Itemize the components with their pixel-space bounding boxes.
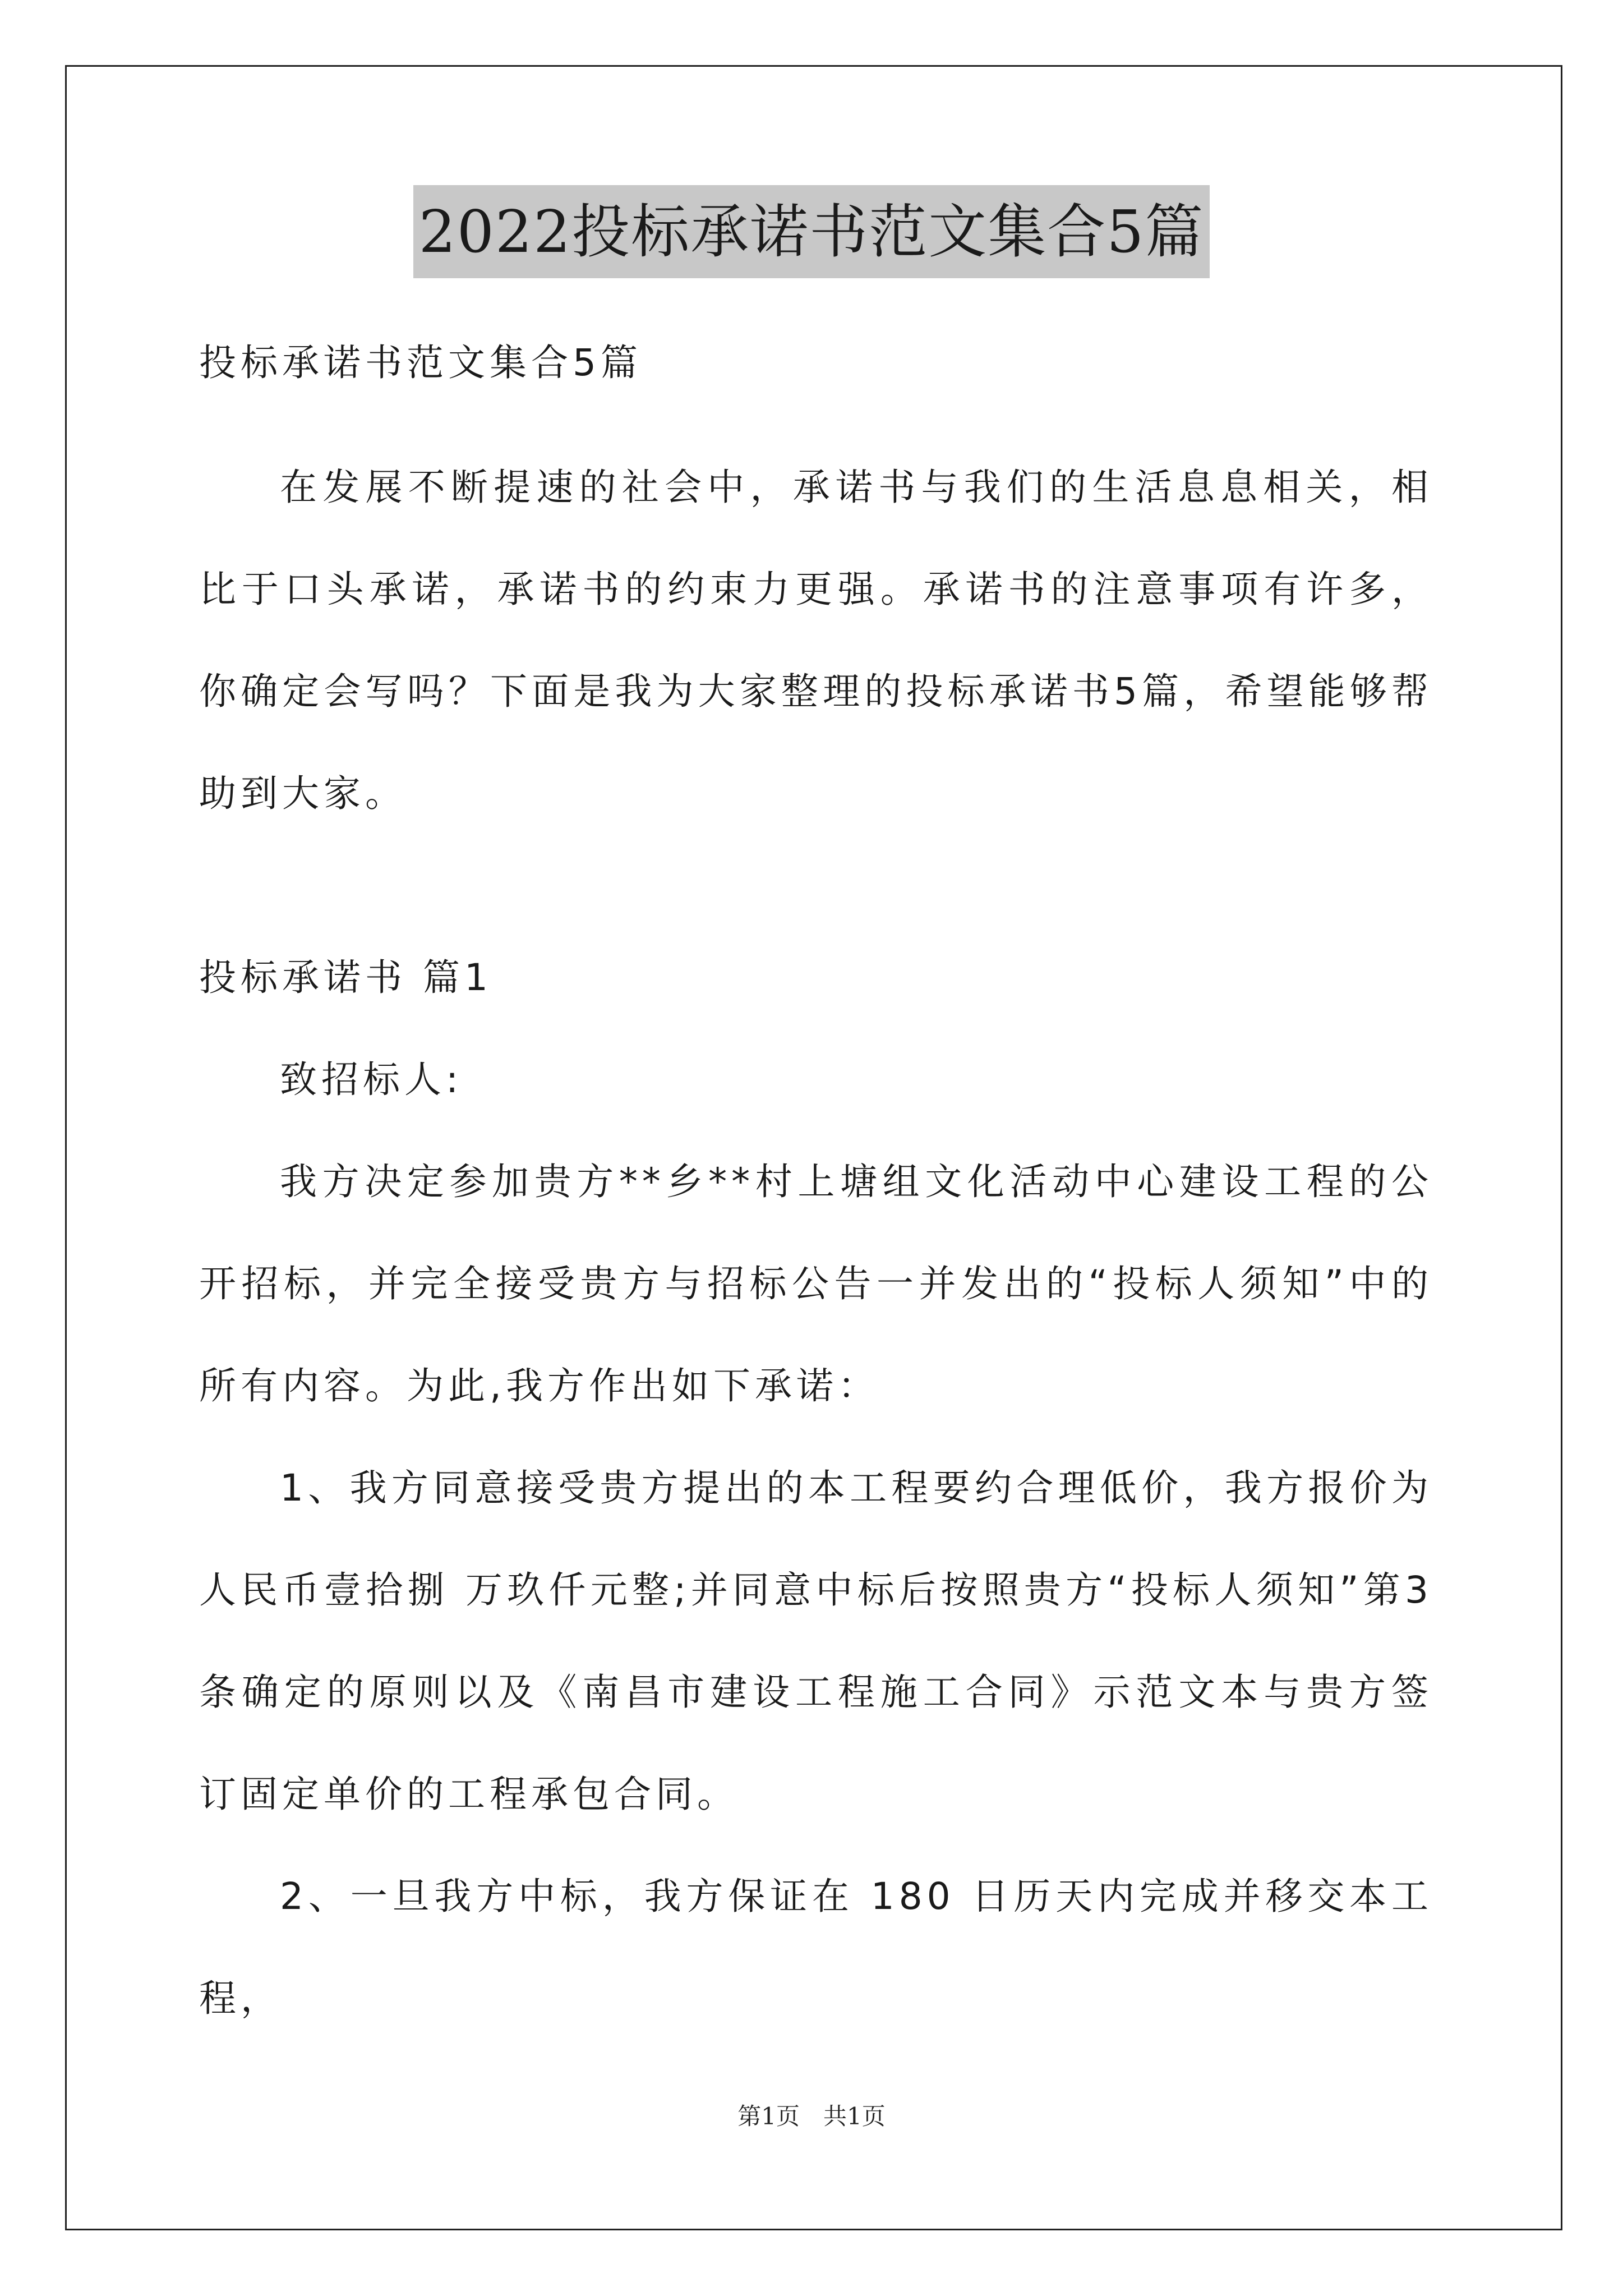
document-subtitle: 投标承诺书范文集合5篇 (199, 341, 642, 384)
section-heading: 投标承诺书 篇1 (199, 956, 492, 999)
salutation: 致招标人: (280, 1058, 463, 1101)
intro-paragraph: 在发展不断提速的社会中，承诺书与我们的生活息息相关，相比于口头承诺，承诺书的约束力更强。承诺书的注意事项有许多，你确定会写吗？下面是我为大家整理的投标承诺书5篇，希望能够帮助到大家。 (199, 466, 1433, 815)
paragraph-item-2: 2、一旦我方中标，我方保证在 180 日历天内完成并移交本工程， (199, 1875, 1433, 2020)
page-footer: 第1页 共1页 (737, 2102, 886, 2130)
title-container (0, 185, 1623, 278)
paragraph-commitment-intro: 我方决定参加贵方**乡**村上塘组文化活动中心建设工程的公开招标，并完全接受贵方与招标公告一并发出的“投标人须知”中的所有内容。为此,我方作出如下承诺： (199, 1160, 1433, 1407)
paragraph-item-1: 1、我方同意接受贵方提出的本工程要约合理低价，我方报价为人民币壹拾捌 万玖仟元整;并同意中标后按照贵方“投标人须知”第3条确定的原则以及《南昌市建设工程施工合同》示范文本与贵方签订固定单价的工程承包合同。 (199, 1466, 1433, 1816)
document-title: 2022投标承诺书范文集合5篇 (413, 185, 1210, 278)
